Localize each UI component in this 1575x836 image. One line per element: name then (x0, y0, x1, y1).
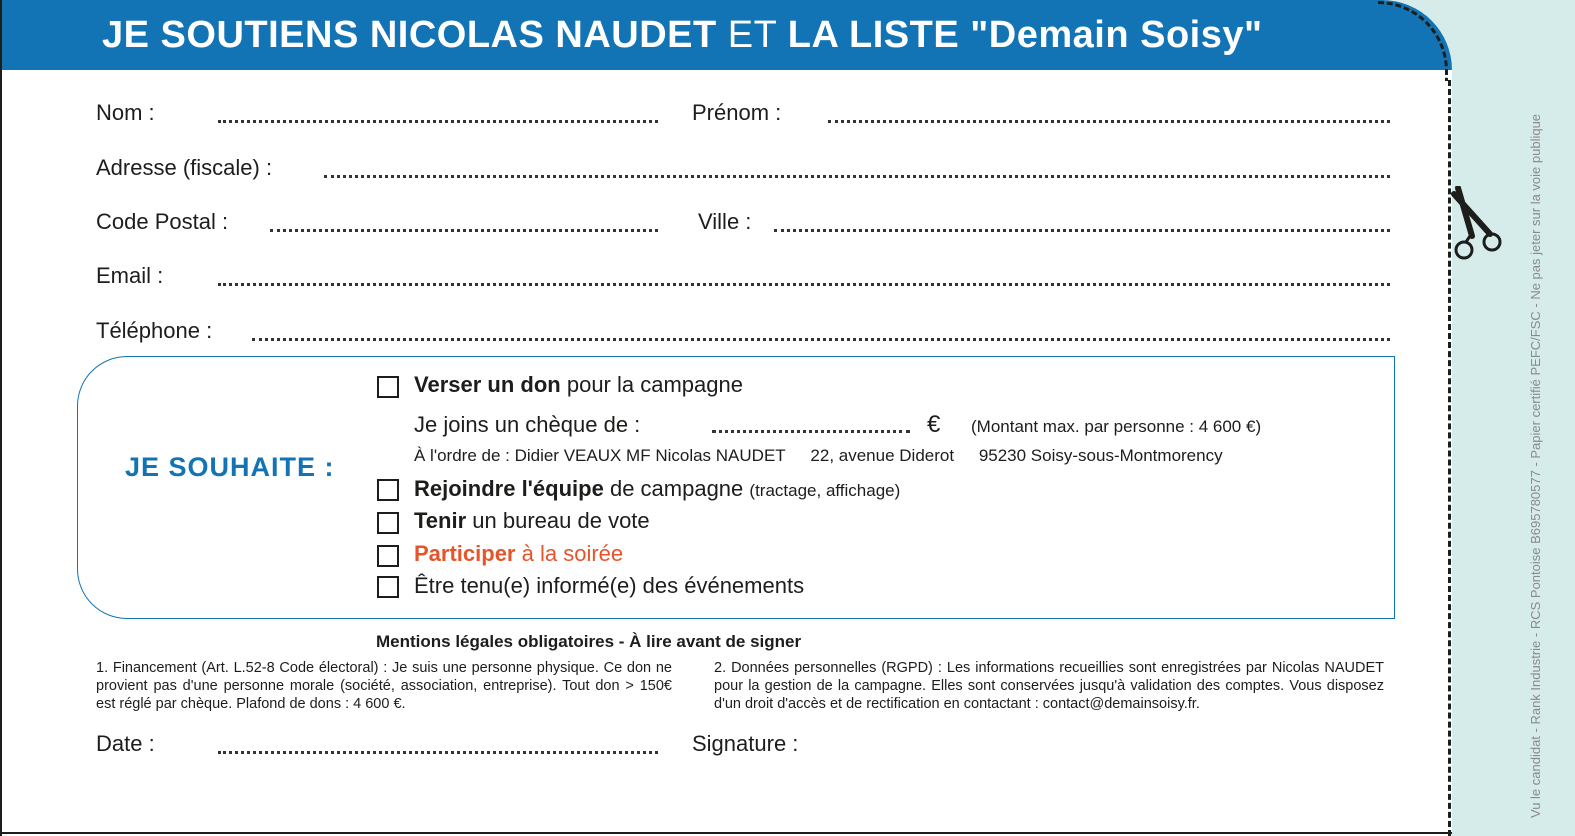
don-option-bold: Verser un don (414, 372, 561, 397)
row-email (96, 263, 1396, 299)
ville-field[interactable] (774, 229, 1390, 232)
email-label: Email : (96, 263, 164, 288)
ordre-line (414, 446, 1243, 466)
legal-side-text: Vu le candidat - Rank Industrie - RCS Pontoise B695780577 - Papier certifié PEFC/FSC - Ne pas jeter sur la voie publique (1528, 113, 1543, 818)
code-postal-field[interactable] (270, 229, 658, 232)
montant-max-note: (Montant max. par personne : 4 600 €) (971, 417, 1262, 436)
informe-option: Être tenu(e) informé(e) des événements (414, 573, 805, 598)
header-title-part3: LA LISTE "Demain Soisy" (787, 14, 1263, 56)
telephone-field[interactable] (252, 338, 1390, 341)
legal-donnees: 2. Données personnelles (RGPD) : Les informations recueillies sont enregistrées par Nicolas NAUDET pour la gestion de la campagne. Elles sont conservées jusqu'à validation des comptes. Vous disposez d'un droit d'accès et de rectification en contactant : contact@demainsoisy.fr. (714, 660, 1384, 712)
code-postal-label: Code Postal : (96, 209, 229, 234)
prenom-label: Prénom : (692, 100, 782, 125)
cheque-amount-field[interactable] (712, 430, 910, 433)
equipe-option-bold: Rejoindre l'équipe (414, 476, 604, 501)
nom-field[interactable] (218, 120, 658, 123)
participer-option (414, 541, 623, 567)
equipe-option-detail: (tractage, affichage) (749, 481, 901, 500)
tenir-option-rest: un bureau de vote (472, 508, 650, 533)
ordre-city: 95230 Soisy-sous-Montmorency (978, 446, 1223, 465)
email-field[interactable] (218, 283, 1390, 286)
adresse-field[interactable] (324, 175, 1390, 178)
participer-option-bold: Participer (414, 541, 516, 566)
row-adresse (96, 155, 1396, 191)
signature-label: Signature : (692, 731, 799, 756)
cheque-label: Je joins un chèque de : (414, 412, 641, 437)
ordre-street: 22, avenue Diderot (810, 446, 955, 465)
header-title-part2: ET (727, 14, 777, 56)
row-nom-prenom (96, 100, 1396, 136)
tenir-option-bold: Tenir (414, 508, 467, 533)
equipe-option-rest: de campagne (609, 476, 744, 501)
scissors-icon (1448, 186, 1504, 266)
header-title-part1: JE SOUTIENS NICOLAS NAUDET (102, 14, 717, 56)
prenom-field[interactable] (828, 120, 1390, 123)
header-banner (0, 0, 1452, 70)
legal-financement: 1. Financement (Art. L.52-8 Code électoral) : Je suis une personne physique. Ce don ne provient pas d'une personne morale (société, association, entreprise). Tout don > 150€ est réglé par chèque. Plafond de dons : 4 600 €. (96, 660, 672, 712)
don-checkbox[interactable] (377, 376, 399, 398)
tenir-checkbox[interactable] (377, 512, 399, 534)
date-field[interactable] (218, 751, 658, 754)
row-cp-ville (96, 209, 1396, 245)
row-date-signature (96, 731, 1396, 767)
participer-option-rest: à la soirée (521, 541, 624, 566)
informe-checkbox[interactable] (377, 576, 399, 598)
ville-label: Ville : (698, 209, 752, 234)
nom-label: Nom : (96, 100, 155, 125)
equipe-option (414, 476, 900, 502)
ordre-payee: À l'ordre de : Didier VEAUX MF Nicolas NAUDET (414, 446, 786, 465)
adresse-label: Adresse (fiscale) : (96, 155, 273, 180)
header-title (102, 14, 1263, 57)
equipe-checkbox[interactable] (377, 479, 399, 501)
euro-sign: € (927, 411, 941, 438)
don-option-rest: pour la campagne (566, 372, 743, 397)
row-telephone (96, 318, 1396, 354)
tenir-option (414, 508, 650, 534)
frame-left-border (0, 0, 2, 836)
participer-checkbox[interactable] (377, 545, 399, 567)
don-option (414, 372, 743, 398)
date-label: Date : (96, 731, 155, 756)
frame-bottom-border (0, 832, 1452, 834)
mentions-title: Mentions légales obligatoires - À lire avant de signer (376, 632, 802, 651)
je-souhaite-label: JE SOUHAITE : (125, 452, 335, 482)
telephone-label: Téléphone : (96, 318, 213, 343)
